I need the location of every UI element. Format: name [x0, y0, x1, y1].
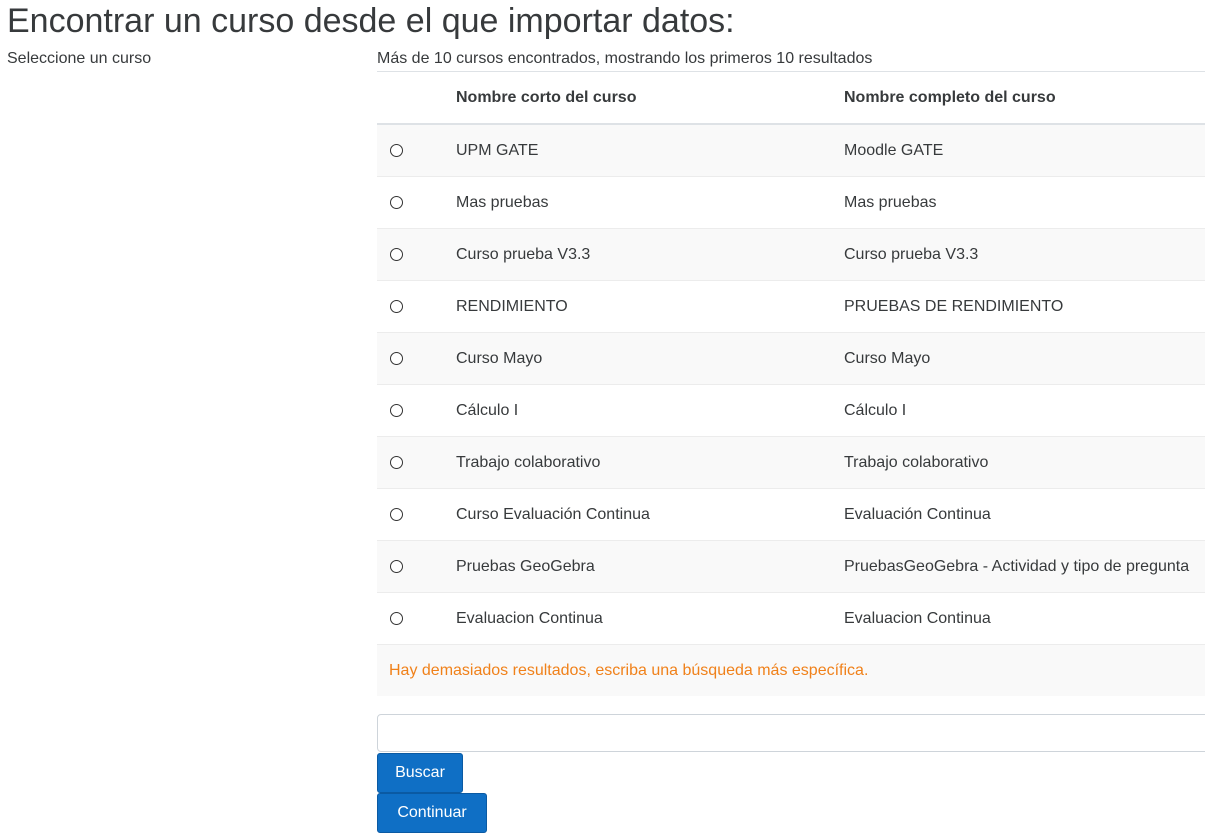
table-row[interactable] [377, 333, 1205, 385]
course-short-name: Cálculo I [456, 385, 844, 437]
header-full-name: Nombre completo del curso [844, 72, 1205, 124]
course-radio[interactable] [390, 300, 403, 313]
header-select [377, 72, 456, 124]
course-short-name: Curso prueba V3.3 [456, 229, 844, 281]
course-full-name: Evaluacion Continua [844, 593, 1205, 645]
course-radio[interactable] [390, 456, 403, 469]
table-row[interactable] [377, 229, 1205, 281]
course-short-name: Trabajo colaborativo [456, 437, 844, 489]
course-radio[interactable] [390, 196, 403, 209]
course-short-name: Mas pruebas [456, 177, 844, 229]
table-row[interactable] [377, 177, 1205, 229]
course-full-name: Trabajo colaborativo [844, 437, 1205, 489]
search-input[interactable] [377, 714, 1205, 752]
course-radio[interactable] [390, 352, 403, 365]
course-full-name: PruebasGeoGebra - Actividad y tipo de pregunta [844, 541, 1205, 593]
course-full-name: PRUEBAS DE RENDIMIENTO [844, 281, 1205, 333]
course-full-name: Curso Mayo [844, 333, 1205, 385]
course-full-name: Moodle GATE [844, 124, 1205, 177]
course-short-name: RENDIMIENTO [456, 281, 844, 333]
course-radio[interactable] [390, 508, 403, 521]
continue-button[interactable]: Continuar [377, 793, 487, 833]
table-row[interactable] [377, 281, 1205, 333]
header-short-name: Nombre corto del curso [456, 72, 844, 124]
course-short-name: Curso Evaluación Continua [456, 489, 844, 541]
course-table [377, 72, 1205, 644]
table-header-row [377, 72, 1205, 124]
course-short-name: UPM GATE [456, 124, 844, 177]
course-full-name: Cálculo I [844, 385, 1205, 437]
table-row[interactable] [377, 385, 1205, 437]
course-radio[interactable] [390, 248, 403, 261]
table-row[interactable] [377, 593, 1205, 645]
results-count-note: Más de 10 cursos encontrados, mostrando los primeros 10 resultados [377, 48, 1205, 72]
select-course-label: Seleccione un curso [7, 50, 152, 67]
course-short-name: Evaluacion Continua [456, 593, 844, 645]
search-button[interactable]: Buscar [377, 753, 463, 793]
course-radio[interactable] [390, 404, 403, 417]
course-full-name: Curso prueba V3.3 [844, 229, 1205, 281]
course-short-name: Pruebas GeoGebra [456, 541, 844, 593]
course-radio[interactable] [390, 560, 403, 573]
course-full-name: Mas pruebas [844, 177, 1205, 229]
table-row[interactable] [377, 124, 1205, 177]
table-row[interactable] [377, 541, 1205, 593]
course-short-name: Curso Mayo [456, 333, 844, 385]
course-radio[interactable] [390, 144, 403, 157]
table-row[interactable] [377, 489, 1205, 541]
page-title: Encontrar un curso desde el que importar datos: [7, 2, 735, 40]
course-results-section [377, 48, 1205, 833]
course-radio[interactable] [390, 612, 403, 625]
too-many-results-warning: Hay demasiados resultados, escriba una búsqueda más específica. [377, 644, 1205, 696]
table-row[interactable] [377, 437, 1205, 489]
course-full-name: Evaluación Continua [844, 489, 1205, 541]
